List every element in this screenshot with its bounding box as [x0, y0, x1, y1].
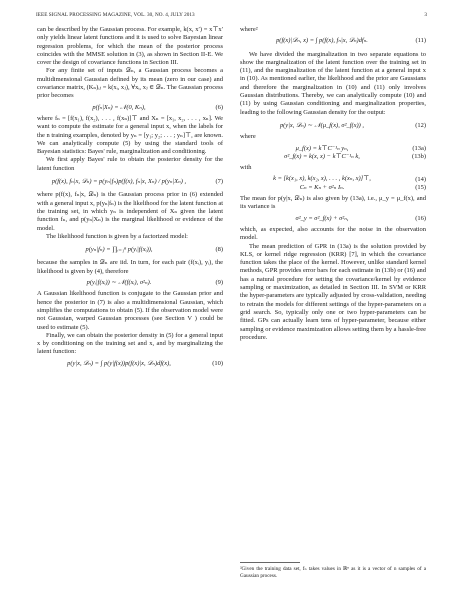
equation-9-body: p(yᵢ|f(xᵢ)) ∼ 𝒩(f(xᵢ), σ²ₙ). [86, 279, 152, 287]
left-paragraph-5: where p(f(x), fₙ|x, 𝒟ₙ) is the Gaussian process prior in (6) extended with a general input x, p(yₙ|fₙ) is the likelihood for the latent function at the training set, in which yₙ is independent of Xₙ given the latent function fₙ, and p(yₙ|Xₙ) is the marginal likelihood or evidence of the model. [37, 191, 223, 232]
equation-8-number: (8) [215, 246, 223, 254]
equation-10 [37, 360, 223, 368]
equation-7-body: p(f(x), fₙ|x, 𝒟ₙ) = p(yₙ|fₙ)p(f(x), fₙ|x, Xₙ) / p(yₙ|Xₙ) , [51, 178, 187, 186]
equation-11-body: p(f(x)|𝒟ₙ, x) = ∫ p(f(x), fₙ|x, 𝒟ₙ)dfₙ. [276, 37, 368, 45]
equation-8 [37, 246, 223, 254]
equation-14-number: (14) [415, 175, 426, 183]
right-paragraph-6: which, as expected, also accounts for the noise in the observation model. [240, 225, 426, 242]
equation-13b-body: σ²_f(x) = k(x, x) − k⊤C⁻¹ₙ k, [284, 152, 360, 160]
equation-16-body: σ²_y = σ²_f(x) + σ²ₙ, [295, 214, 349, 222]
left-paragraph-1: can be described by the Gaussian process. For example, k(x, x′) = x⊤x′ only yields linear latent functions and it is used to solve Bayesian linear regression problems, for which the mean of the posterior process coincides with the MMSE solution in (3), as shown in Section II-E. We cover the design of covariance functions in Section III. [37, 26, 223, 67]
left-paragraph-6: The likelihood function is given by a factorized model: [46, 232, 188, 240]
equation-12 [240, 122, 426, 130]
right-paragraph-4: with [240, 164, 252, 172]
equation-8-body: p(yₙ|fₙ) = ∏ᵢ₌₁ⁿ p(yᵢ|f(xᵢ)), [85, 246, 153, 254]
equation-13a-number: (13a) [412, 144, 426, 152]
page-number: 3 [424, 12, 427, 18]
left-paragraph-8: A Gaussian likelihood function is conjugate to the Gaussian prior and hence the posterior in (7) is also a multidimensional Gaussian, which simplifies the computations to obtain (5). If the observation model were not Gaussian, warped Gaussian processes (see Section V ) could be used to estimate (5). [37, 290, 223, 331]
footnote-rule [240, 562, 300, 563]
equation-12-body: p(y|x, 𝒟ₙ) ∼ 𝒩(μ_f(x), σ²_f(x)) , [279, 121, 365, 129]
left-paragraph-4: We first apply Bayes' rule to obtain the posterior density for the latent function [37, 156, 223, 172]
equation-7-number: (7) [215, 178, 223, 186]
equation-13b-number: (13b) [412, 152, 426, 160]
left-paragraph-2: For any finite set of inputs 𝒟ₙ, a Gaussian process becomes a multidimensional Gaussian defined by its mean (zero in our case) and covariance matrix, (Kₙ)ᵢⱼ = k(xᵢ, xⱼ), ∀xᵢ, xⱼ ∈ 𝒟ₙ. The Gaussian process prior becomes [37, 67, 223, 100]
right-paragraph-2: We have divided the marginalization in two separate equations to show the marginalization of the latent function over the training set in (11), and the marginalization of the latent function at a general input x in (10). As mentioned earlier, the likelihood and the prior are Gaussians and therefore the marginalization in (10) and (11) only involves Gaussian distributions. Thereby, we can analytically compute (10) and (11) by using Gaussian conditioning and marginalization properties, leading to the following Gaussian density for the output: [240, 50, 426, 116]
equation-6 [37, 104, 223, 112]
equation-13a [240, 145, 426, 153]
equation-11-number: (11) [415, 37, 426, 45]
equation-10-body: p(y|x, 𝒟ₙ) = ∫ p(y|f(x))p(f(x)|x, 𝒟ₙ)df(x), [67, 359, 171, 367]
equation-13b [240, 153, 426, 161]
equation-14-body: k = [k(x₁, x), k(x₂, x), . . . , k(xₙ, x)]⊤, [273, 175, 371, 183]
running-header [36, 12, 427, 22]
equation-7 [37, 178, 223, 186]
right-paragraph-1: where² [240, 26, 258, 33]
equation-15 [240, 184, 426, 192]
equation-10-number: (10) [212, 359, 223, 367]
right-paragraph-5: The mean for p(y|x, 𝒟ₙ) is also given by (13a), i.e., μ_y = μ_f(x), and its variance is [240, 195, 426, 211]
footnote: ²Given the training data set, fₙ takes values in ℝⁿ as it is a vector of n samples of a Gaussian process. [240, 566, 426, 579]
left-paragraph-9: Finally, we can obtain the posterior density in (5) for a general input x by conditioning on the training set and x, and by marginalizing the latent function: [37, 331, 223, 356]
right-paragraph-7: The mean prediction of GPR in (13a) is the solution provided by KLS, or kernel ridge regression (KRR) [7], in which the covariance function takes the place of the kernel. However, unlike standard kernel methods, GPR provides error bars for each estimate in (13b) or (16) and has a natural procedure for setting the covariance/kernel by evidence sampling or maximization, as detailed in Section III. In SVM or KRR the hyper-parameters are typically adjusted by cross-validation, needing to retrain the models for different settings of the hyper-parameters on a grid search. So, typically only one or two hyper-parameters can be fitted. GPs can actually learn tens of hyper-parameter, because either sampling or evidence maximization allows setting them by a hassle-free procedure. [240, 242, 426, 341]
journal-header: IEEE SIGNAL PROCESSING MAGAZINE, VOL. 30, NO. 4, JULY 2013 [36, 12, 195, 18]
equation-12-number: (12) [415, 121, 426, 129]
equation-11 [240, 37, 426, 45]
right-paragraph-3: where [240, 133, 256, 141]
equation-16-number: (16) [415, 214, 426, 222]
equation-15-body: Cₙ = Kₙ + σ²ₙ Iₙ. [299, 183, 345, 191]
equation-9-number: (9) [215, 279, 223, 287]
equation-9 [37, 279, 223, 287]
left-paragraph-3: where fₙ = [f(x₁), f(x₂), . . . , f(xₙ)]⊤ and Xₙ = [x₁, x₂, . . . , xₙ]. We want to compute the estimate for a general input x, when the labels for the n training examples, denoted by yₙ = [y₁; y₂; . . . ; yₙ]⊤, are known. We can analytically compute (5) by using the standard tools of Bayesian statistics: Bayes' rule, marginalization and conditioning. [37, 114, 223, 156]
left-paragraph-7: because the samples in 𝒟ₙ are iid. In turn, for each pair (f(xᵢ), yᵢ), the likelihood is given by (4), therefore [37, 259, 223, 275]
equation-13a-body: μ_f(x) = k⊤C⁻¹ₙ yₙ, [295, 144, 349, 152]
equation-16 [240, 215, 426, 223]
left-column [37, 26, 223, 368]
equation-6-number: (6) [215, 103, 223, 111]
equation-6-body: p(fₙ|Xₙ) = 𝒩(0, Kₙ), [92, 103, 146, 111]
equation-15-number: (15) [415, 183, 426, 191]
right-column [240, 26, 426, 342]
equation-14 [240, 175, 426, 183]
